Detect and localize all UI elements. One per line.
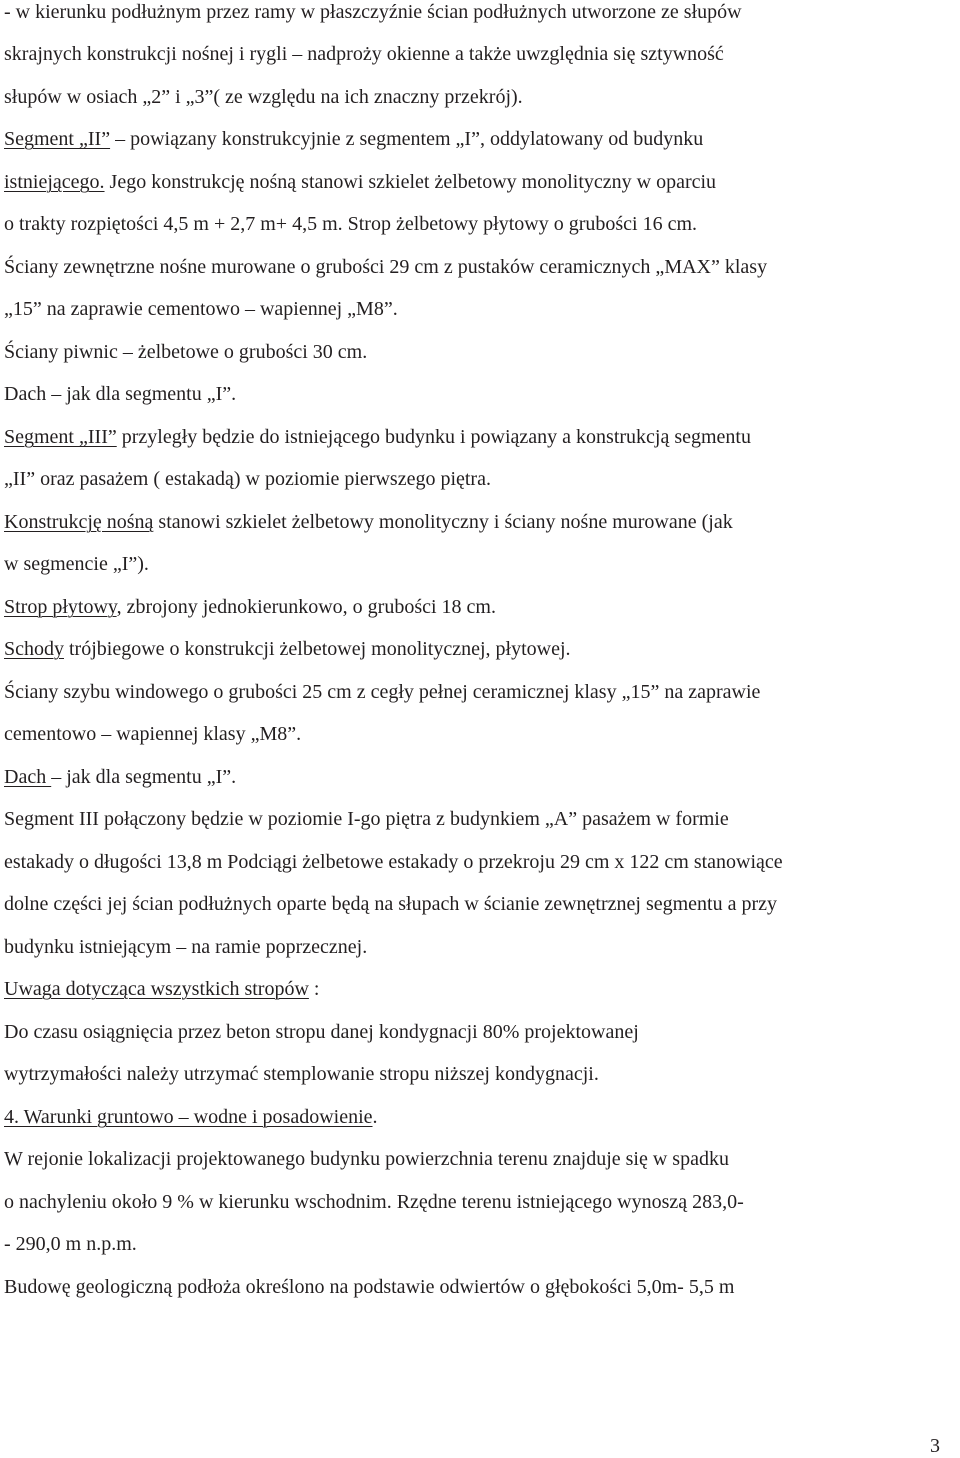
text-segment: wytrzymałości należy utrzymać stemplowanie stropu niższej kondygnacji. [4,1063,599,1085]
text-line [4,977,319,1001]
text-segment: estakady o długości 13,8 m Podciągi żelbetowe estakady o przekroju 29 cm x 122 cm stanowiące [4,851,783,873]
text-line [4,1147,729,1171]
text-line [4,382,236,406]
text-line [4,1232,137,1256]
text-line [4,892,777,916]
underlined-text: Strop płytowy [4,596,117,618]
underlined-text: istniejącego. [4,171,105,193]
text-line [4,0,742,24]
text-segment: Dach – jak dla segmentu „I”. [4,383,237,405]
text-line [4,297,398,321]
text-line [4,340,367,364]
text-line [4,127,703,151]
underlined-text: Schody [4,638,64,660]
text-segment: o nachyleniu około 9 % w kierunku wschodnim. Rzędne terenu istniejącego wynoszą 283,0- [4,1191,744,1213]
text-line [4,1105,378,1129]
text-line [4,935,367,959]
text-segment: , zbrojony jednokierunkowo, o grubości 18 cm. [116,596,496,618]
text-segment: W rejonie lokalizacji projektowanego budynku powierzchnia terenu znajduje się w spadku [4,1148,729,1170]
text-segment: Ściany piwnic – żelbetowe o grubości 30 cm. [4,341,368,363]
text-segment: stanowi szkielet żelbetowy monolityczny i ściany nośne murowane (jak [153,511,733,533]
text-segment: słupów w osiach „2” i „3”( ze względu na ich znaczny przekrój). [4,86,523,108]
text-line [4,1020,639,1044]
text-segment: – powiązany konstrukcyjnie z segmentem „I”, oddylatowany od budynku [110,128,704,150]
text-segment: - w kierunku podłużnym przez ramy w płaszczyźnie ścian podłużnych utworzone ze słupów [4,1,742,23]
text-line [4,1190,744,1214]
text-segment: Do czasu osiągnięcia przez beton stropu danej kondygnacji 80% projektowanej [4,1021,639,1043]
text-segment: Jego konstrukcję nośną stanowi szkielet żelbetowy monolityczny w oparciu [104,171,717,193]
text-line [4,467,491,491]
text-line [4,850,783,874]
text-line [4,722,301,746]
text-line [4,637,571,661]
text-segment: budynku istniejącym – na ramie poprzecznej. [4,936,368,958]
text-segment: trójbiegowe o konstrukcji żelbetowej monolitycznej, płytowej. [64,638,571,660]
page-number: 3 [930,1435,940,1457]
text-line [4,595,496,619]
text-line [4,1275,734,1299]
text-segment: : [308,978,320,1000]
underlined-text: Segment „III” [4,426,117,448]
text-line [4,765,236,789]
text-segment: „II” oraz pasażem ( estakadą) w poziomie pierwszego piętra. [4,468,491,490]
text-segment: o trakty rozpiętości 4,5 m + 2,7 m+ 4,5 m. Strop żelbetowy płytowy o grubości 16 cm. [4,213,698,235]
text-line [4,1062,599,1086]
text-line [4,552,149,576]
text-line [4,255,767,279]
text-segment: przyległy będzie do istniejącego budynku i powiązany a konstrukcją segmentu [116,426,751,448]
text-segment: „15” na zaprawie cementowo – wapiennej „M8”. [4,298,398,320]
text-line [4,680,760,704]
underlined-text: 4. Warunki gruntowo – wodne i posadowienie [4,1106,373,1128]
text-line [4,212,697,236]
underlined-text: Konstrukcję nośną [4,511,154,533]
text-segment: cementowo – wapiennej klasy „M8”. [4,723,302,745]
text-segment: Ściany zewnętrzne nośne murowane o grubości 29 cm z pustaków ceramicznych „MAX” klasy [4,256,768,278]
text-segment: . [372,1106,378,1128]
text-segment: skrajnych konstrukcji nośnej i rygli – nadproży okienne a także uwzględnia się sztywność [4,43,724,65]
underlined-text: Segment „II” [4,128,111,150]
text-segment: w segmencie „I”). [4,553,149,575]
text-line [4,85,523,109]
text-segment: Ściany szybu windowego o grubości 25 cm z cegły pełnej ceramicznej klasy „15” na zaprawie [4,681,761,703]
text-line [4,510,733,534]
text-line [4,42,724,66]
text-segment: - 290,0 m n.p.m. [4,1233,137,1255]
text-segment: Segment III połączony będzie w poziomie I-go piętra z budynkiem „A” pasażem w formie [4,808,729,830]
text-line [4,807,729,831]
underlined-text: Dach [4,766,52,788]
text-line [4,425,751,449]
text-segment: dolne części jej ścian podłużnych oparte będą na słupach w ścianie zewnętrznej segmentu a przy [4,893,778,915]
text-segment: Budowę geologiczną podłoża określono na podstawie odwiertów o głębokości 5,0m- 5,5 m [4,1276,735,1298]
text-segment: – jak dla segmentu „I”. [51,766,237,788]
underlined-text: Uwaga dotycząca wszystkich stropów [4,978,309,1000]
text-line [4,170,716,194]
